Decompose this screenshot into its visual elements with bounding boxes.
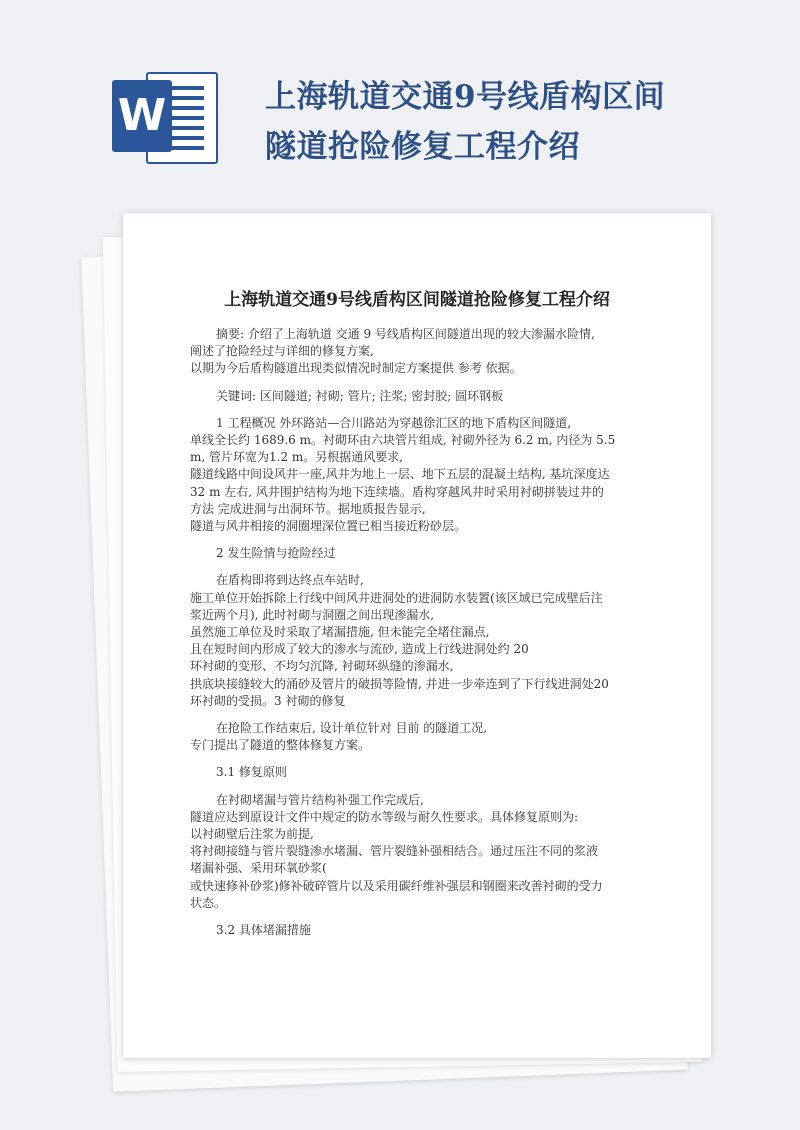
paragraph-line: 在盾构即将到达终点车站时,	[216, 573, 364, 588]
document-paragraph	[190, 922, 660, 939]
paragraph-line: 环衬砌的变形、不均匀沉降, 衬砌环纵缝的渗漏水,	[190, 659, 454, 674]
word-logo-badge: W	[112, 80, 172, 152]
paragraph-line: 拱底块接缝较大的涌砂及管片的破损等险情, 并进一步牵连到了下行线进洞处20	[190, 676, 609, 691]
paragraph-line: 在衬砌堵漏与管片结构补强工作完成后,	[216, 792, 424, 807]
paragraph-line: 环衬砌的受损。3 衬砌的修复	[190, 693, 346, 708]
document-paragraph	[190, 720, 660, 754]
paragraph-line: 3.2 具体堵漏措施	[216, 923, 311, 938]
paragraph-line: 隧道线路中间设风井一座,风井为地上一层、地下五层的混凝土结构, 基坑深度达	[190, 467, 610, 482]
paragraph-line: 虽然施工单位及时采取了堵漏措施, 但未能完全堵住漏点,	[190, 625, 490, 640]
document-page	[123, 213, 711, 1058]
document-title: 上海轨道交通9号线盾构区间隧道抢险修复工程介绍	[224, 290, 610, 310]
document-paragraph	[190, 764, 660, 781]
document-paragraph	[190, 792, 660, 912]
paragraph-line: 专门提出了隧道的整体修复方案。	[190, 738, 371, 753]
word-document-icon	[112, 70, 216, 164]
paragraph-line: 以衬砌壁后注浆为前提,	[190, 827, 314, 842]
paragraph-line: 单线全长约 1689.6 m。衬砌环由六块管片组成, 衬砌外径为 6.2 m, 内径为 5.5	[190, 433, 616, 448]
paragraph-line: 堵漏补强、采用环氧砂浆(	[190, 861, 327, 876]
document-paragraph	[190, 388, 660, 405]
paragraph-line: 1 工程概况 外环路站—合川路站为穿越徐汇区的地下盾构区间隧道,	[216, 415, 572, 430]
document-paragraph	[190, 326, 660, 378]
paragraph-line: 阐述了抢险经过与详细的修复方案,	[190, 344, 374, 359]
document-paragraph	[190, 572, 660, 710]
document-paragraph	[190, 545, 660, 562]
header-title	[265, 72, 685, 172]
paragraph-line: 或快速修补砂浆)修补破碎管片以及采用碳纤维补强层和钢圈来改善衬砌的受力	[190, 878, 603, 893]
paragraph-line: 状态。	[190, 895, 227, 910]
document-body	[190, 326, 660, 949]
paragraph-line: 32 m 左右, 风井围护结构为地下连续墙。盾构穿越风井时采用衬砌拼装过井的	[190, 484, 604, 499]
paragraph-line: 摘要: 介绍了上海轨道 交通 9 号线盾构区间隧道出现的较大渗漏水险情,	[216, 327, 595, 341]
paragraph-line: 关键词: 区间隧道; 衬砌; 管片; 注浆; 密封胶; 圆环钢板	[216, 388, 504, 403]
paragraph-line: m, 管片环宽为1.2 m。另根据通风要求,	[190, 450, 404, 465]
paragraph-line: 隧道与风井相接的洞圈埋深位置已相当接近粉砂层。	[190, 519, 467, 534]
paragraph-line: 3.1 修复原则	[216, 765, 287, 780]
paragraph-line: 且在短时间内形成了较大的渗水与流砂, 造成上行线进洞处约 20	[190, 642, 529, 657]
paragraph-line: 将衬砌接缝与管片裂缝渗水堵漏、管片裂缝补强相结合。通过压注不同的浆液	[190, 844, 599, 859]
document-paragraph	[190, 415, 660, 535]
header	[0, 0, 800, 210]
paragraph-line: 浆近两个月), 此时衬砌与洞圈之间出现渗漏水,	[190, 607, 435, 622]
paragraph-line: 隧道应达到原设计文件中规定的防水等级与耐久性要求。具体修复原则为:	[190, 809, 579, 824]
paragraph-line: 在抢险工作结束后, 设计单位针对 目前 的隧道工况,	[216, 721, 488, 736]
paragraph-line: 方法 完成进洞与出洞环节。据地质报告显示,	[190, 501, 426, 516]
paragraph-line: 以期为今后盾构隧道出现类似情况时制定方案提供 参考 依据。	[190, 361, 522, 376]
paragraph-line: 施工单位开始拆除上行线中间风井进洞处的进洞防水装置(该区域已完成壁后注	[190, 590, 603, 605]
paragraph-line: 2 发生险情与抢险经过	[216, 546, 336, 561]
header-title-line-2: 隧道抢险修复工程介绍	[265, 129, 580, 165]
header-title-line-1: 上海轨道交通9号线盾构区间	[265, 79, 666, 115]
